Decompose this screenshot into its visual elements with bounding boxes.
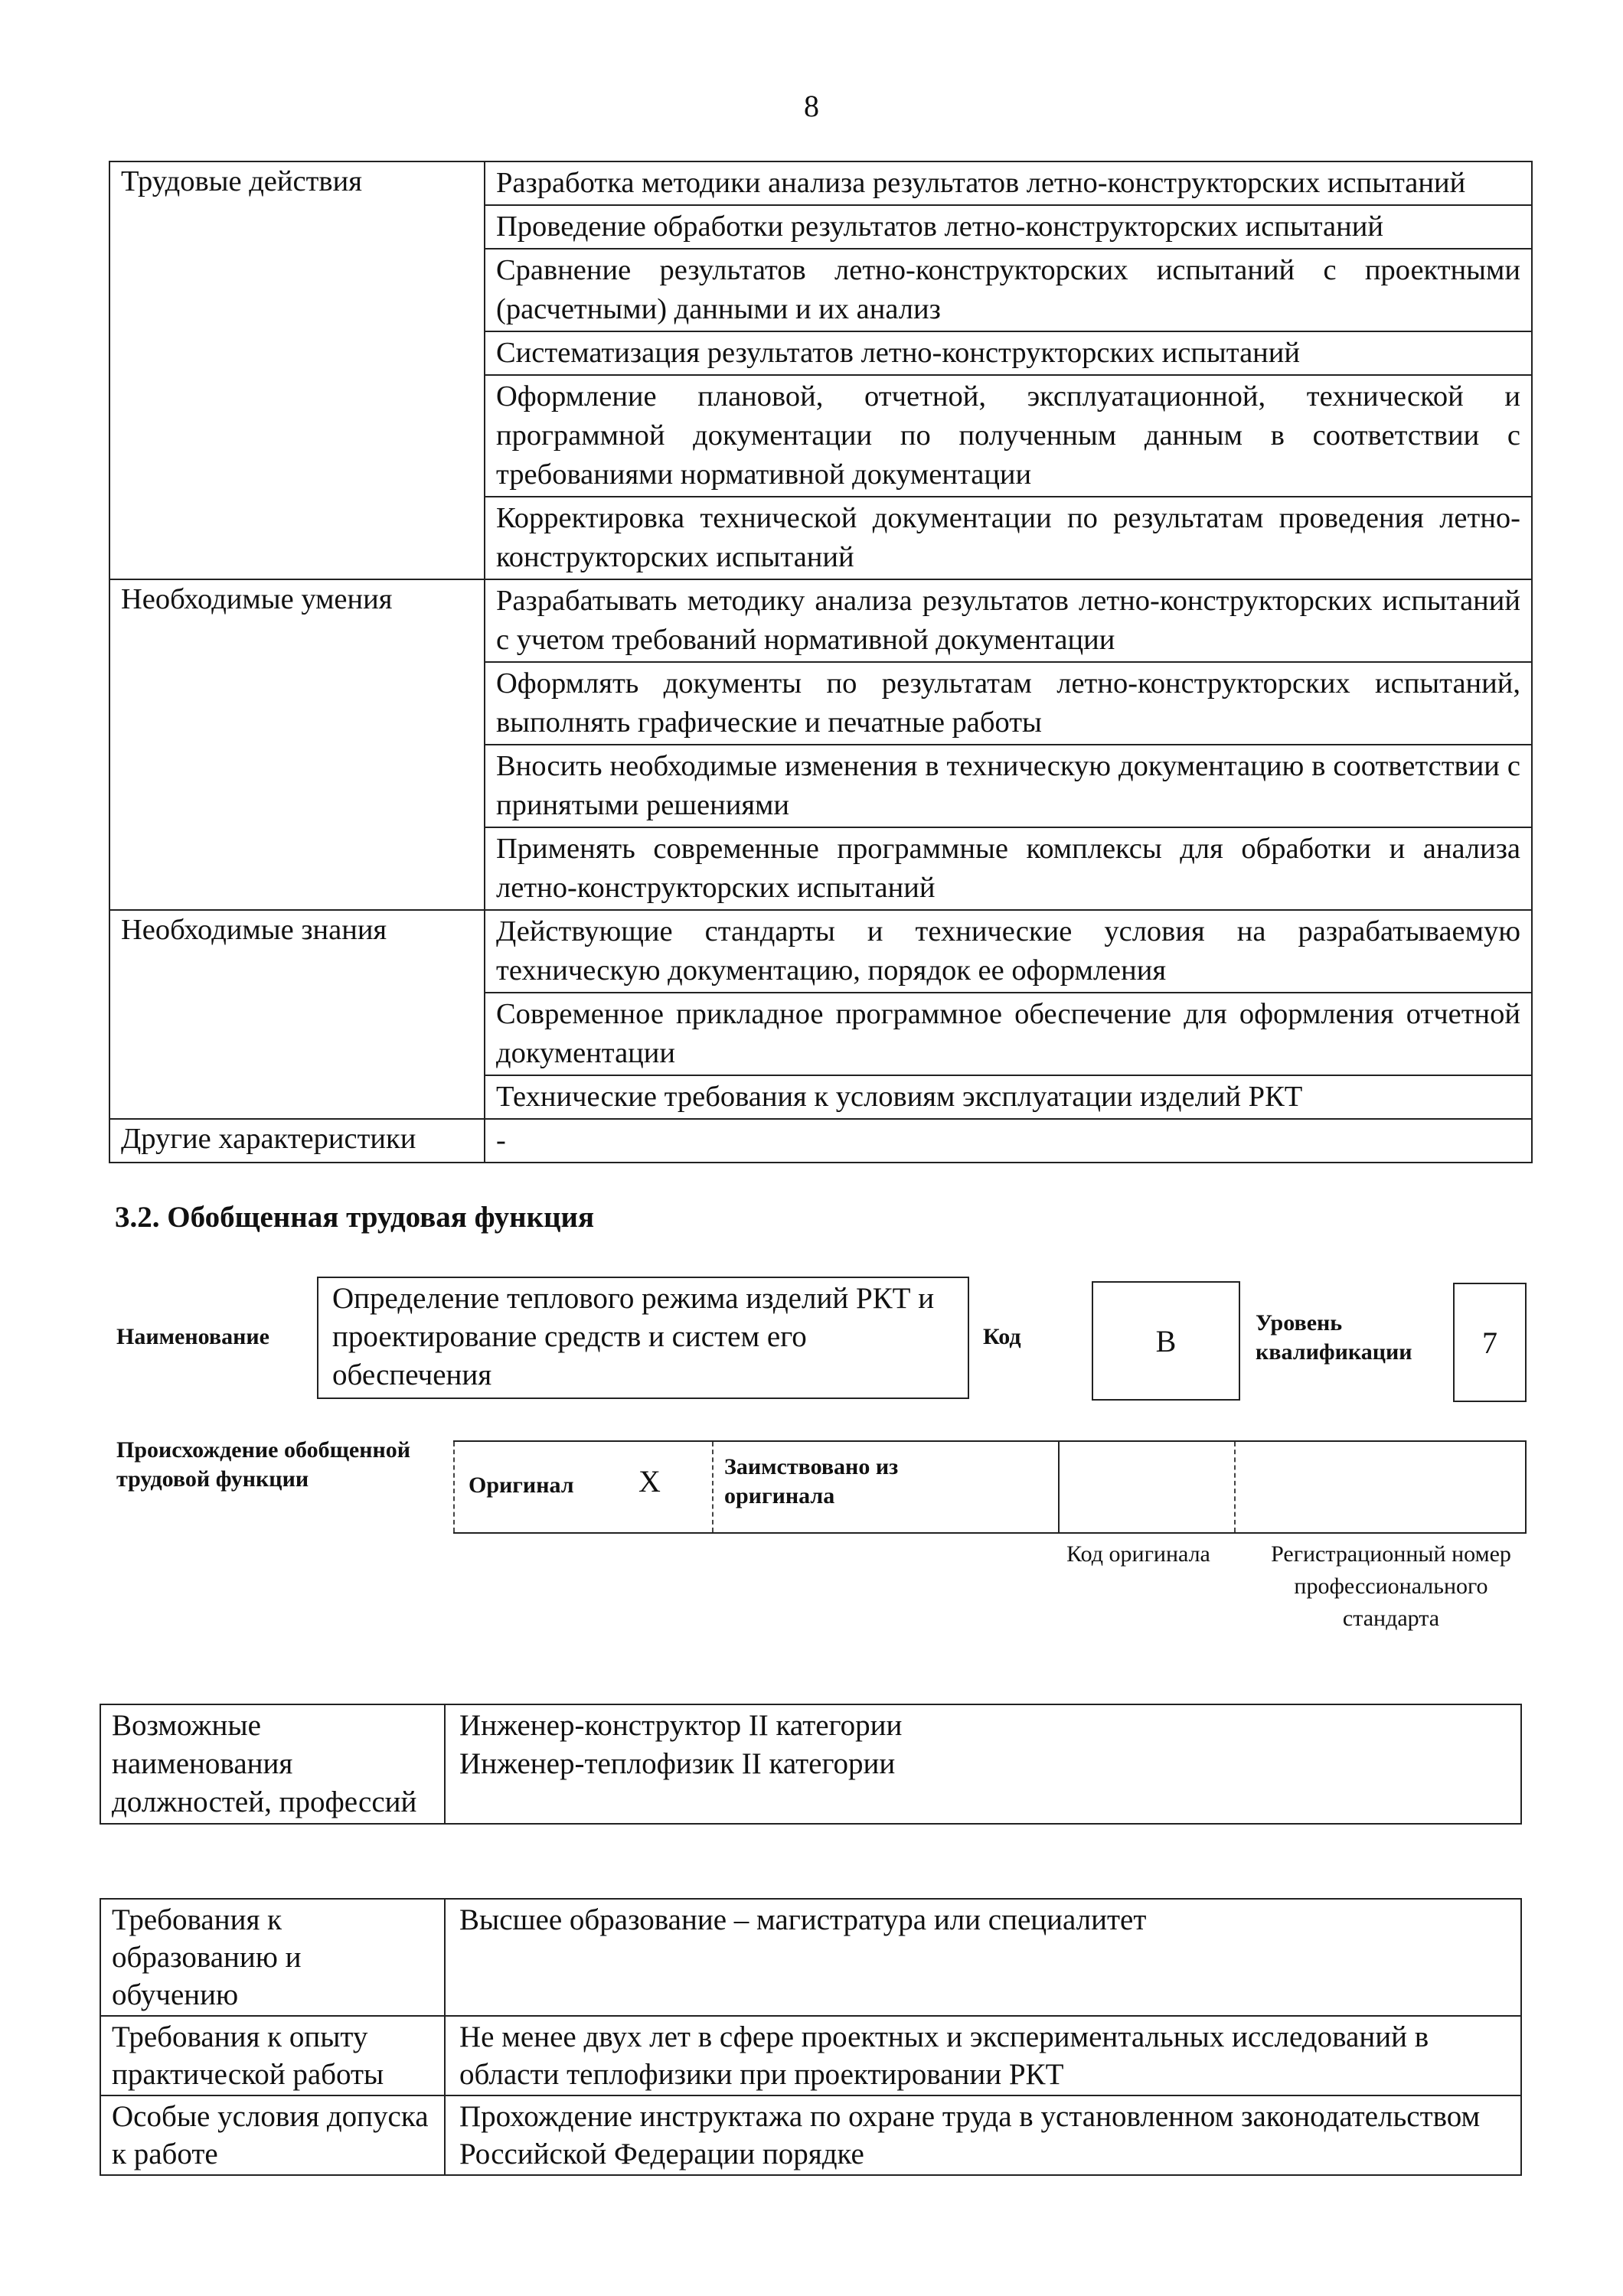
position-item: Инженер-теплофизик II категории [459,1747,896,1780]
positions-label: Возможные наименования должностей, профессий [100,1704,445,1824]
experience-requirements-value: Не менее двух лет в сфере проектных и экспериментальных исследований в области теплофизики при проектировании РКТ [445,2016,1521,2095]
knowledge-label: Необходимые знания [109,910,485,1119]
origin-divider [453,1442,455,1532]
requirements-table [100,1898,1522,2176]
function-name-value: Определение теплового режима изделий РКТ и проектирование средств и систем его обеспечения [317,1277,969,1399]
labor-action-item: Разработка методики анализа результатов летно-конструкторских испытаний [485,161,1532,205]
origin-divider [712,1442,714,1532]
table-row [100,2095,1521,2175]
table-row [109,579,1532,662]
knowledge-item: Современное прикладное программное обеспечение для оформления отчетной документации [485,993,1532,1075]
table-row [109,910,1532,993]
page-number: 8 [804,89,819,123]
other-characteristics-value: - [485,1119,1532,1163]
labor-action-item: Корректировка технической документации по результатам проведения летно-конструкторских испытаний [485,497,1532,579]
other-characteristics-label: Другие характеристики [109,1119,485,1163]
labor-action-item: Оформление плановой, отчетной, эксплуатационной, технической и программной документации по полученным данным в соответствии с требованиями нормативной документации [485,375,1532,497]
positions-table [100,1704,1522,1825]
origin-divider [1234,1442,1236,1532]
admission-conditions-label: Особые условия допуска к работе [100,2095,445,2175]
knowledge-item: Технические требования к условиям эксплуатации изделий РКТ [485,1075,1532,1119]
labor-action-item: Сравнение результатов летно-конструкторских испытаний с проектными (расчетными) данными и их анализ [485,249,1532,331]
skill-item: Применять современные программные комплексы для обработки и анализа летно-конструкторских испытаний [485,827,1532,910]
table-row [100,2016,1521,2095]
knowledge-item: Действующие стандарты и технические условия на разрабатываемую техническую документацию, порядок ее оформления [485,910,1532,993]
origin-divider [1058,1442,1060,1532]
education-requirements-label: Требования к образованию и обучению [100,1899,445,2016]
skill-item: Вносить необходимые изменения в техническую документацию в соответствии с принятыми решениями [485,745,1532,827]
original-code-caption: Код оригинала [1066,1541,1210,1567]
labor-action-item: Систематизация результатов летно-конструкторских испытаний [485,331,1532,375]
skills-label: Необходимые умения [109,579,485,910]
origin-frame [453,1440,1527,1534]
table-row [100,1704,1521,1824]
origin-label: Происхождение обобщенной трудовой функции [116,1437,411,1492]
labor-function-table [109,161,1533,1163]
registration-number-caption: Регистрационный номер профессионального стандарта [1271,1541,1511,1631]
code-value: B [1092,1281,1240,1401]
qualification-level-value: 7 [1453,1283,1527,1402]
qualification-level-label: Уровень квалификации [1256,1310,1412,1365]
education-requirements-value: Высшее образование – магистратура или специалитет [445,1899,1521,2016]
position-item: Инженер-конструктор II категории [459,1709,903,1742]
table-row [109,1119,1532,1163]
experience-requirements-label: Требования к опыту практической работы [100,2016,445,2095]
table-row [109,161,1532,205]
labor-actions-label: Трудовые действия [109,161,485,579]
skill-item: Оформлять документы по результатам летно-конструкторских испытаний, выполнять графические и печатные работы [485,662,1532,745]
original-mark: X [638,1464,661,1499]
section-title: 3.2. Обобщенная трудовая функция [115,1201,595,1234]
borrowed-label: Заимствовано из оригинала [724,1454,899,1508]
name-label: Наименование [116,1324,269,1349]
table-row [100,1899,1521,2016]
skill-item: Разрабатывать методику анализа результатов летно-конструкторских испытаний с учетом требований нормативной документации [485,579,1532,662]
labor-action-item: Проведение обработки результатов летно-конструкторских испытаний [485,205,1532,249]
original-label: Оригинал [469,1473,574,1498]
code-label: Код [983,1324,1021,1349]
positions-value [445,1704,1521,1824]
admission-conditions-value: Прохождение инструктажа по охране труда в установленном законодательством Российской Федерации порядке [445,2095,1521,2175]
